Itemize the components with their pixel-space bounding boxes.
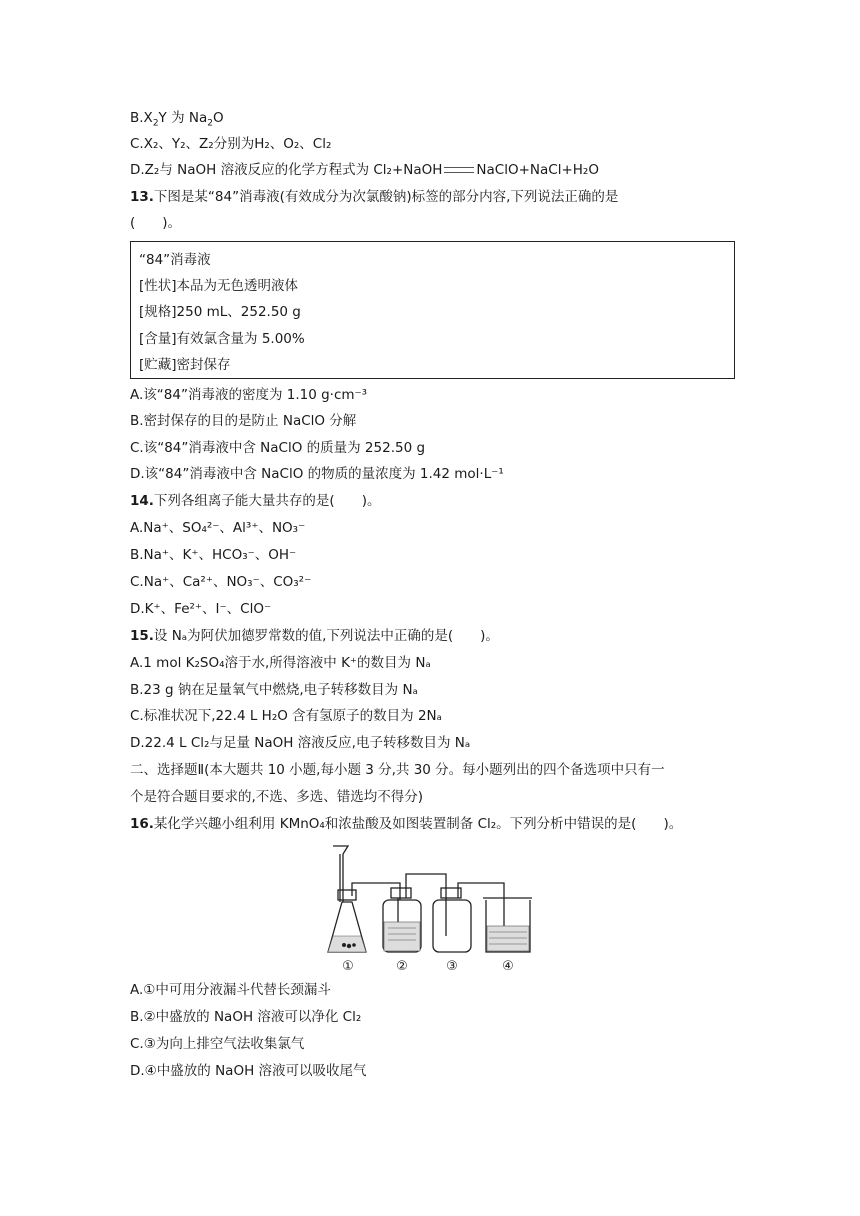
- q14-option-b: B.Na⁺、K⁺、HCO₃⁻、OH⁻: [130, 547, 297, 563]
- prev-option-d: D.Z₂与 NaOH 溶液反应的化学方程式为 Cl₂+NaOH NaClO+NaCl+H₂O: [130, 162, 599, 178]
- section2-heading-line2: 个是符合题目要求的,不选、多选、错选均不得分): [130, 789, 424, 805]
- q14-option-a: A.Na⁺、SO₄²⁻、Al³⁺、NO₃⁻: [130, 520, 306, 536]
- q13-stem: 13.下图是某“84”消毒液(有效成分为次氯酸钠)标签的部分内容,下列说法正确的是: [130, 189, 619, 205]
- label-content: [含量]有效氯含量为 5.00%: [139, 331, 305, 347]
- q14-option-c: C.Na⁺、Ca²⁺、NO₃⁻、CO₃²⁻: [130, 574, 312, 590]
- label-storage: [贮藏]密封保存: [139, 357, 231, 373]
- q15-stem: 15.设 Nₐ为阿伏加德罗常数的值,下列说法中正确的是( )。: [130, 628, 499, 644]
- q14-option-d: D.K⁺、Fe²⁺、I⁻、ClO⁻: [130, 601, 272, 617]
- label-title: “84”消毒液: [139, 252, 211, 268]
- label-property: [性状]本品为无色透明液体: [139, 278, 299, 294]
- chlorine-apparatus-figure: [318, 840, 540, 974]
- q16-option-a: A.①中可用分液漏斗代替长颈漏斗: [130, 982, 331, 998]
- q13-option-d: D.该“84”消毒液中含 NaClO 的物质的量浓度为 1.42 mol·L⁻¹: [130, 466, 504, 482]
- section2-heading-line1: 二、选择题Ⅱ(本大题共 10 小题,每小题 3 分,共 30 分。每小题列出的四个备选项中只有一: [130, 762, 665, 778]
- disinfectant-label-box: [130, 241, 735, 379]
- q15-option-c: C.标准状况下,22.4 L H₂O 含有氢原子的数目为 2Nₐ: [130, 708, 442, 724]
- figure-label-1: ①: [342, 959, 354, 974]
- q13-option-c: C.该“84”消毒液中含 NaClO 的质量为 252.50 g: [130, 440, 426, 456]
- q13-option-a: A.该“84”消毒液的密度为 1.10 g·cm⁻³: [130, 387, 368, 403]
- q16-stem: 16.某化学兴趣小组利用 KMnO₄和浓盐酸及如图装置制备 Cl₂。下列分析中错误的是( )。: [130, 816, 683, 832]
- prev-option-b: $B.X_2Y$ 为 $Na_2O$: [130, 110, 224, 129]
- q16-option-d: D.④中盛放的 NaOH 溶液可以吸收尾气: [130, 1063, 367, 1079]
- q15-option-d: D.22.4 L Cl₂与足量 NaOH 溶液反应,电子转移数目为 Nₐ: [130, 735, 471, 751]
- prev-option-c: C.X₂、Y₂、Z₂分别为H₂、O₂、Cl₂: [130, 136, 332, 152]
- figure-label-4: ④: [502, 959, 514, 974]
- figure-label-3: ③: [446, 959, 458, 974]
- q15-option-a: A.1 mol K₂SO₄溶于水,所得溶液中 K⁺的数目为 Nₐ: [130, 655, 431, 671]
- q16-option-b: B.②中盛放的 NaOH 溶液可以净化 Cl₂: [130, 1009, 362, 1025]
- q13-blank: ( )。: [130, 215, 182, 231]
- figure-label-2: ②: [396, 959, 408, 974]
- label-spec: [规格]250 mL、252.50 g: [139, 304, 301, 320]
- q13-option-b: B.密封保存的目的是防止 NaClO 分解: [130, 413, 357, 429]
- reaction-equals-sign: [444, 167, 474, 173]
- q15-option-b: B.23 g 钠在足量氧气中燃烧,电子转移数目为 Nₐ: [130, 682, 418, 698]
- q16-option-c: C.③为向上排空气法收集氯气: [130, 1036, 305, 1052]
- q14-stem: 14.下列各组离子能大量共存的是( )。: [130, 493, 381, 509]
